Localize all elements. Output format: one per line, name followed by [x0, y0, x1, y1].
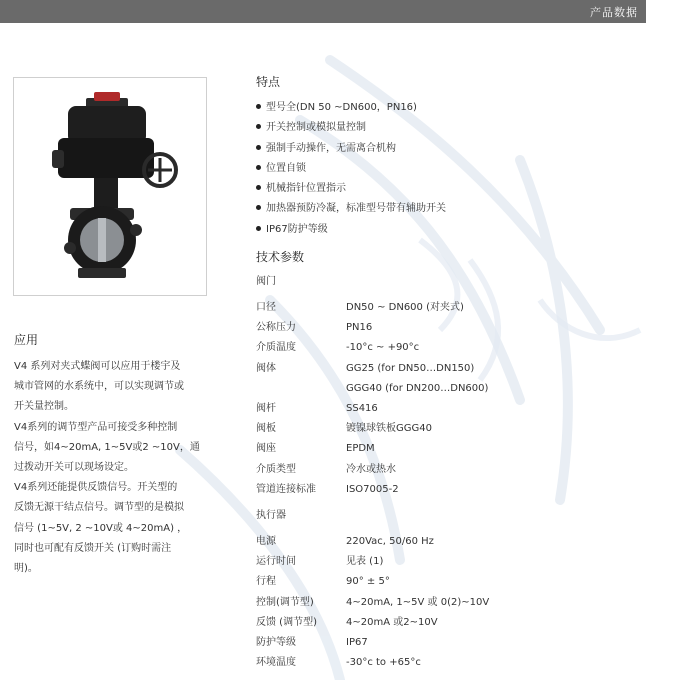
features-heading: 特点 — [256, 75, 281, 89]
spec-key: 环境温度 — [256, 657, 296, 669]
spec-value: 220Vac, 50/60 Hz — [346, 535, 434, 547]
feature-item — [256, 118, 656, 138]
spec-row — [256, 419, 656, 439]
application-line: 同时也可配有反馈开关 (订购时需注 — [14, 542, 172, 554]
application-line: V4 系列对夹式蝶阀可以应用于楼宇及 — [14, 361, 181, 372]
spec-row — [256, 572, 656, 592]
spec-value: 冷水或热水 — [346, 463, 396, 475]
application-line: 明)。 — [14, 563, 38, 575]
spec-key: 介质类型 — [256, 463, 296, 475]
spec-row — [256, 480, 656, 500]
bullet-icon — [256, 185, 261, 190]
spec-key: 阀座 — [256, 443, 276, 455]
spec-key: 运行时间 — [256, 556, 296, 568]
spec-value: 4~20mA, 1~5V 或 0(2)~10V — [346, 596, 490, 608]
spec-key — [256, 379, 346, 399]
bullet-icon — [256, 145, 261, 150]
butterfly-valve-image — [14, 78, 206, 295]
valve-heading: 阀门 — [256, 276, 276, 288]
actuator-spec-table — [256, 532, 656, 673]
spec-key: 电源 — [256, 535, 276, 547]
application-text — [14, 357, 214, 579]
application-line: V4系列还能提供反馈信号。开关型的 — [14, 482, 178, 494]
spec-value: SS416 — [346, 403, 378, 415]
application-line: V4系列的调节型产品可接受多种控制 — [14, 421, 178, 433]
bullet-icon — [256, 124, 261, 129]
spec-value: DN50 ~ DN600 (对夹式) — [346, 302, 464, 314]
specs-heading: 技术参数 — [256, 250, 305, 265]
spec-value: PN16 — [346, 322, 373, 334]
spec-row — [256, 298, 656, 318]
spec-row — [256, 439, 656, 459]
spec-row — [256, 613, 656, 633]
feature-item — [256, 139, 656, 159]
spec-row — [256, 399, 656, 419]
feature-text: 型号全(DN 50 ~DN600，PN16) — [266, 102, 417, 113]
spec-key: 阀板 — [256, 423, 276, 435]
spec-value: -10°c ~ +90°c — [346, 342, 420, 354]
spec-key: 防护等级 — [256, 636, 296, 648]
spec-value: GG25 (for DN50…DN150) — [346, 362, 475, 374]
spec-value: ISO7005-2 — [346, 483, 399, 495]
header-bar — [0, 0, 646, 23]
spec-row — [256, 532, 656, 552]
feature-text: 开关控制或模拟量控制 — [266, 122, 366, 134]
spec-row — [256, 593, 656, 613]
spec-row — [256, 379, 656, 399]
spec-key: 阀体 — [256, 362, 276, 374]
spec-key: 公称压力 — [256, 322, 296, 334]
spec-key: 控制(调节型) — [256, 596, 314, 608]
spec-value: 见表 (1) — [346, 556, 384, 568]
bullet-icon — [256, 165, 261, 170]
feature-item — [256, 220, 656, 240]
spec-key: 口径 — [256, 302, 276, 314]
spec-key: 介质温度 — [256, 342, 296, 354]
spec-value: 镀镍球铁板GGG40 — [346, 423, 432, 435]
valve-spec-table — [256, 298, 656, 500]
spec-key: 阀杆 — [256, 403, 276, 415]
feature-text: 机械指针位置指示 — [266, 183, 346, 195]
feature-item — [256, 98, 656, 118]
application-line: 开关量控制。 — [14, 401, 74, 413]
bullet-icon — [256, 205, 261, 210]
spec-row — [256, 633, 656, 653]
actuator-heading: 执行器 — [256, 509, 286, 521]
spec-row — [256, 460, 656, 480]
spec-row — [256, 653, 656, 673]
feature-text: IP67防护等级 — [266, 223, 328, 235]
application-line: 信号，如4~20mA, 1~5V或2 ~10V，通 — [14, 441, 200, 453]
feature-text: 强制手动操作，无需离合机构 — [266, 142, 396, 154]
spec-value: 4~20mA 或2~10V — [346, 616, 438, 628]
spec-value: GGG40 (for DN200…DN600) — [346, 382, 489, 394]
spec-key: 管道连接标准 — [256, 483, 316, 495]
application-line: 反馈无源干结点信号。调节型的是模拟 — [14, 502, 184, 514]
feature-text: 位置自锁 — [266, 162, 306, 174]
application-line: 城市管网的水系统中，可以实现调节或 — [14, 381, 184, 393]
spec-key: 行程 — [256, 576, 276, 588]
spec-key: 反馈 (调节型) — [256, 616, 317, 628]
spec-row — [256, 359, 656, 379]
spec-value: EPDM — [346, 443, 375, 455]
spec-row — [256, 552, 656, 572]
spec-row — [256, 318, 656, 338]
feature-item — [256, 179, 656, 199]
feature-text: 加热器预防冷凝，标准型号带有辅助开关 — [266, 203, 446, 215]
spec-row — [256, 338, 656, 358]
feature-item — [256, 199, 656, 219]
spec-value: 90° ± 5° — [346, 576, 390, 588]
bullet-icon — [256, 226, 261, 231]
bullet-icon — [256, 104, 261, 109]
spec-value: IP67 — [346, 636, 368, 648]
spec-value: -30°c to +65°c — [346, 657, 421, 669]
header-title: 产品数据 — [590, 6, 638, 19]
features-list — [256, 98, 656, 240]
spec-column — [256, 72, 656, 673]
application-heading: 应用 — [14, 333, 39, 347]
application-line: 信号 (1~5V, 2 ~10V或 4~20mA) ， — [14, 522, 188, 534]
application-line: 过拨动开关可以现场设定。 — [14, 462, 134, 474]
product-photo — [13, 77, 207, 296]
feature-item — [256, 159, 656, 179]
